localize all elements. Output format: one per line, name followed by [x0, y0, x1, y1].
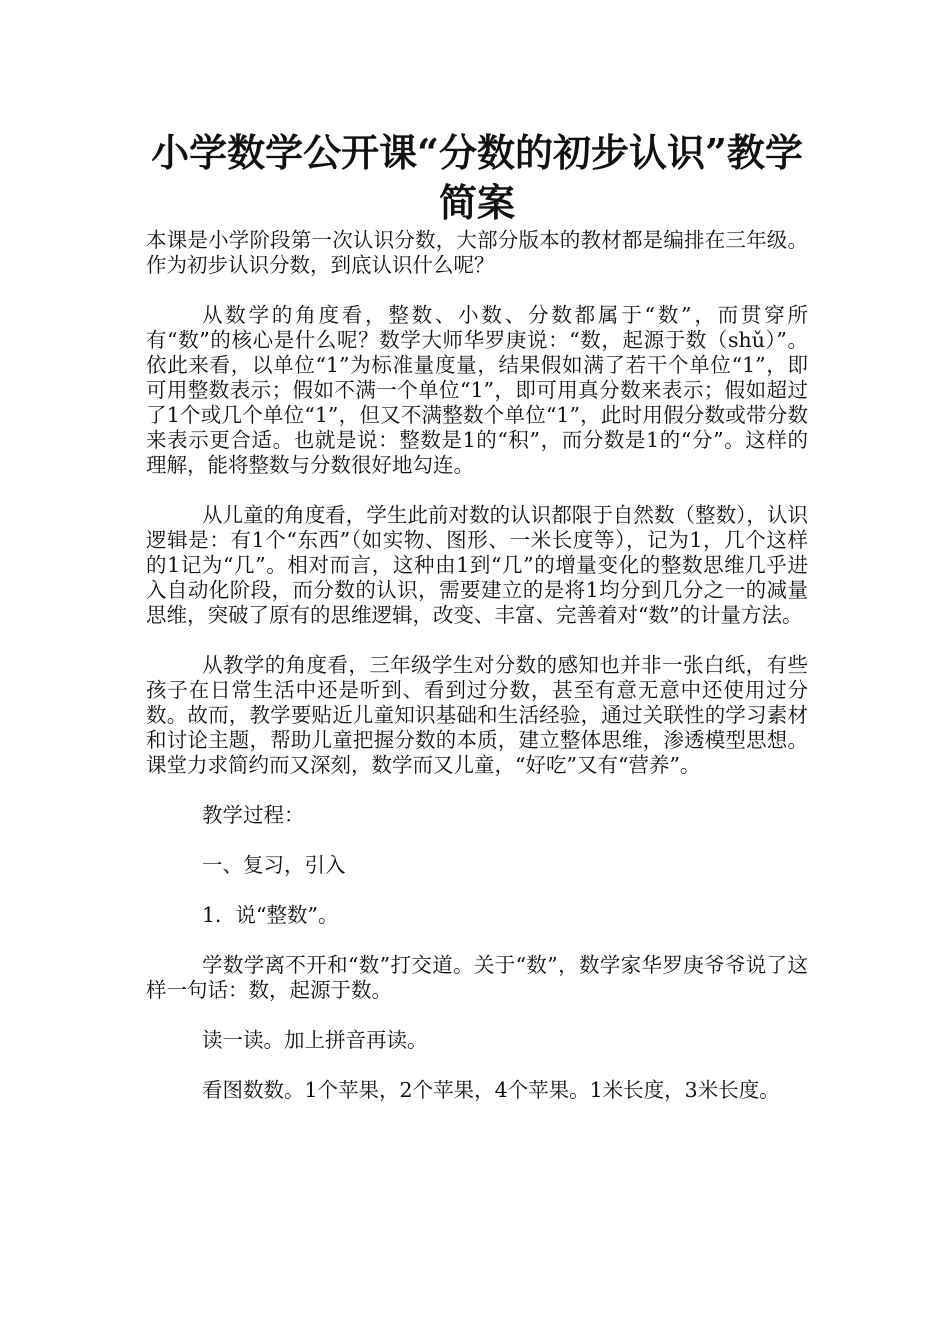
section-heading-review: 一、复习，引入 — [202, 853, 346, 877]
read-aloud-paragraph: 读一读。加上拼音再读。 — [202, 1028, 428, 1052]
paragraph-gap — [146, 778, 808, 803]
paragraph-gap — [146, 278, 808, 303]
process-heading: 教学过程： — [202, 803, 305, 827]
step-heading-integers: 1．说“整数”。 — [202, 903, 339, 927]
document-title: 小学数学公开课“分数的初步认识”教学简案 — [151, 130, 803, 225]
paragraph-gap — [146, 828, 808, 853]
paragraph-gap — [146, 878, 808, 903]
paragraph-gap — [146, 1003, 808, 1028]
paragraph-gap — [146, 1053, 808, 1078]
paragraph-gap — [146, 928, 808, 953]
math-perspective-paragraph: 从数学的角度看，整数、小数、分数都属于“数”，而贯穿所有“数”的核心是什么呢？数学大师华罗庚说：“数，起源于数（shǔ）”。依此来看，以单位“1”为标准量度量，结果假如满了若干个单位“1”，即可用整数表示；假如不满一个单位“1”，即可用真分数来表示；假如超过了1个或几个单位“1”，但又不满整数个单位“1”，此时用假分数或带分数来表示更合适。也就是说：整数是1的“积”，而分数是1的“分”。这样的理解，能将整数与分数很好地勾连。 — [146, 303, 808, 477]
count-pictures-paragraph: 看图数数。1个苹果，2个苹果，4个苹果。1米长度，3米长度。 — [202, 1078, 780, 1102]
intro-paragraph: 本课是小学阶段第一次认识分数，大部分版本的教材都是编排在三年级。作为初步认识分数，到底认识什么呢？ — [146, 228, 808, 277]
paragraph-gap — [146, 478, 808, 503]
document-page — [146, 128, 808, 1103]
teaching-perspective-paragraph: 从教学的角度看，三年级学生对分数的感知也并非一张白纸，有些孩子在日常生活中还是听到、看到过分数，甚至有意无意中还使用过分数。故而，教学要贴近儿童知识基础和生活经验，通过关联性的学习素材和讨论主题，帮助儿童把握分数的本质，建立整体思维，渗透模型思想。课堂力求简约而又深刻，数学而又儿童，“好吃”又有“营养”。 — [146, 653, 808, 777]
paragraph-gap — [146, 628, 808, 653]
hua-luogeng-paragraph: 学数学离不开和“数”打交道。关于“数”，数学家华罗庚爷爷说了这样一句话：数，起源于数。 — [146, 953, 808, 1002]
child-perspective-paragraph: 从儿童的角度看，学生此前对数的认识都限于自然数（整数），认识逻辑是：有1个“东西”（如实物、图形、一米长度等），记为1，几个这样的1记为“几”。相对而言，这种由1到“几”的增量变化的整数思维几乎进入自动化阶段，而分数的认识，需要建立的是将1均分到几分之一的减量思维，突破了原有的思维逻辑，改变、丰富、完善着对“数”的计量方法。 — [146, 503, 808, 627]
